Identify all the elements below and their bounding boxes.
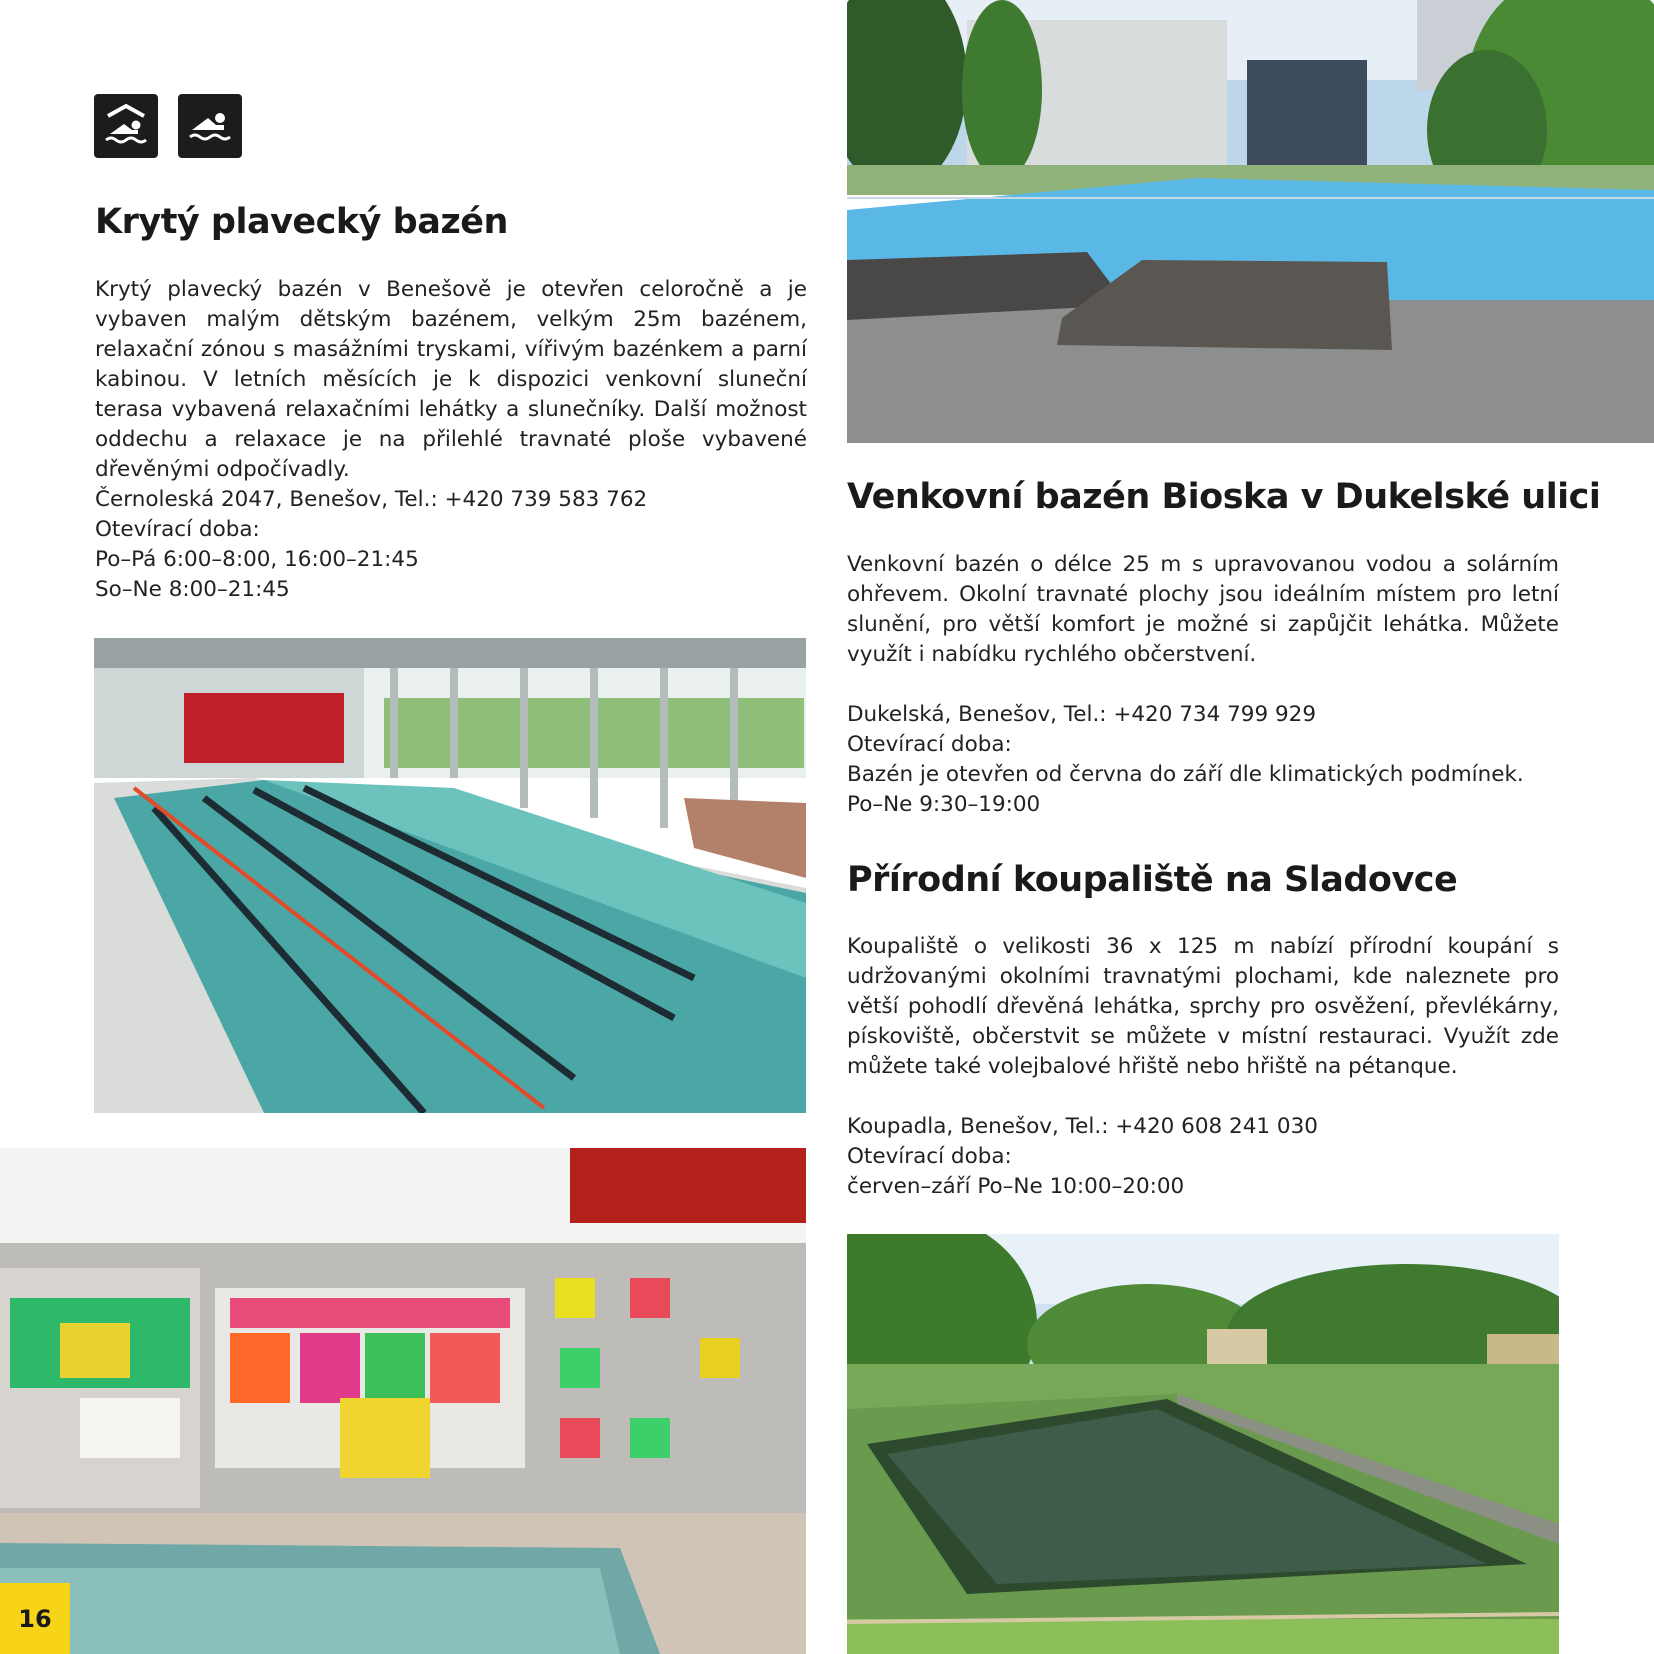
- hours-line: Bazén je otevřen od června do září dle klimatických podmínek.: [847, 762, 1524, 787]
- hours-label: Otevírací doba:: [95, 517, 260, 542]
- indoor-swimming-icon: [94, 94, 158, 158]
- page-number: 16: [0, 1583, 70, 1654]
- section-info-natural-pool: [847, 1112, 1318, 1202]
- photo-outdoor-pool: [847, 0, 1654, 443]
- section-title-indoor-pool: Krytý plavecký bazén: [95, 202, 508, 242]
- hours-label: Otevírací doba:: [847, 732, 1012, 757]
- address-line: Dukelská, Benešov, Tel.: +420 734 799 929: [847, 702, 1317, 727]
- photo-indoor-pool: [94, 638, 806, 1113]
- hours-line: Po–Ne 9:30–19:00: [847, 792, 1041, 817]
- photo-kids-pool: [0, 1148, 806, 1654]
- hours-line: So–Ne 8:00–21:45: [95, 577, 290, 602]
- photo-natural-pond: [847, 1234, 1559, 1654]
- section-info-outdoor-pool: [847, 700, 1524, 820]
- section-body-outdoor-pool: Venkovní bazén o délce 25 m s upravovanou vodou a solárním ohřevem. Okolní travnaté plochy jsou ideálním místem pro letní slunění, pro větší komfort je možné si zapůjčit lehátka. Můžete využít i nabídku rychlého občerstvení.: [847, 552, 1559, 667]
- section-title-outdoor-pool: Venkovní bazén Bioska v Dukelské ulici: [847, 477, 1601, 517]
- swimming-icon: [178, 94, 242, 158]
- hours-label: Otevírací doba:: [847, 1144, 1012, 1169]
- section-body-indoor-pool: Krytý plavecký bazén v Benešově je otevřen celoročně a je vybaven malým dětským bazénem, velkým 25m bazénem, relaxační zónou s masážními tryskami, vířivým bazénkem a parní kabinou. V letních měsících je k dispozici venkovní sluneční terasa vybavená relaxačními lehátky a slunečníky. Další možnost oddechu a relaxace je na přilehlé travnaté ploše vybavené dřevěnými odpočívadly.: [95, 277, 807, 482]
- section-body-natural-pool: Koupaliště o velikosti 36 x 125 m nabízí přírodní koupání s udržovanými okolními travnatými plochami, kde naleznete pro větší pohodlí dřevěná lehátka, sprchy pro osvěžení, převlékárny, pískoviště, občerstvit se můžete v místní restauraci. Využít zde můžete také volejbalové hřiště nebo hřiště na pétanque.: [847, 934, 1559, 1079]
- address-line: Koupadla, Benešov, Tel.: +420 608 241 030: [847, 1114, 1318, 1139]
- section-title-natural-pool: Přírodní koupaliště na Sladovce: [847, 860, 1458, 900]
- section-info-indoor-pool: [95, 485, 647, 605]
- address-line: Černoleská 2047, Benešov, Tel.: +420 739 583 762: [95, 487, 648, 512]
- hours-line: Po–Pá 6:00–8:00, 16:00–21:45: [95, 547, 419, 572]
- hours-line: červen–září Po–Ne 10:00–20:00: [847, 1174, 1185, 1199]
